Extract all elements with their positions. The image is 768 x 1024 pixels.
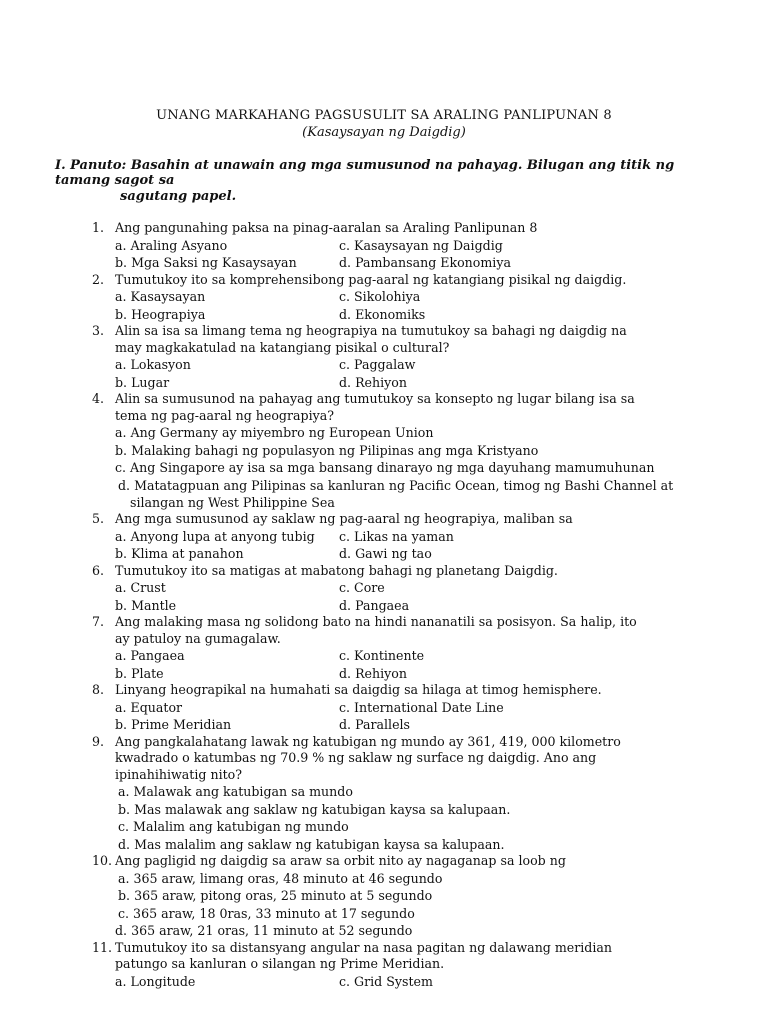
question-11	[0, 940, 768, 973]
instructions-line-1: I. Panuto: Basahin at unawain ang mga sumusunod na pahayag. Bilugan ang titik ng tamang sagot sa	[55, 158, 675, 188]
choice-row	[0, 528, 768, 546]
question-number: 5.	[92, 511, 105, 526]
choice-d-continuation: silangan ng West Philippine Sea	[130, 495, 335, 510]
question-number: 10.	[92, 853, 113, 868]
question-number: 8.	[92, 682, 105, 697]
choice-d: d. Mas malalim ang saklaw ng katubigan kaysa sa kalupaan.	[118, 836, 505, 852]
question-list	[0, 220, 768, 990]
choice-a: a. Ang Germany ay miyembro ng European Union	[115, 425, 434, 440]
choice-c: c. Core	[339, 580, 385, 595]
question-number: 1.	[92, 220, 105, 235]
choice-b: b. Lugar	[115, 374, 170, 390]
choice-b: b. Mas malawak ang saklaw ng katubigan kaysa sa kalupaan.	[118, 801, 511, 817]
question-7	[0, 614, 768, 647]
choice-a: a. Longitude	[115, 973, 196, 989]
choice-row	[0, 306, 768, 324]
choice-c: c. Likas na yaman	[339, 528, 454, 544]
question-number: 9.	[92, 733, 105, 749]
question-number: 11.	[92, 939, 113, 955]
choice-d: d. Rehiyon	[339, 665, 407, 681]
choice-c: c. Sikolohiya	[339, 289, 421, 304]
choice-b: b. Prime Meridian	[115, 717, 232, 732]
choice-a: a. Malawak ang katubigan sa mundo	[118, 784, 353, 799]
question-number: 7.	[92, 614, 105, 629]
choice-row	[0, 647, 768, 665]
choice-b: b. Klima at panahon	[115, 546, 244, 561]
choice-row	[0, 579, 768, 597]
choice-row	[0, 288, 768, 306]
exam-title: UNANG MARKAHANG PAGSUSULIT SA ARALING PANLIPUNAN 8	[156, 108, 612, 123]
choice-row	[0, 545, 768, 563]
question-text: Tumutukoy ito sa distansyang angular na nasa pagitan ng dalawang meridian patungo sa kanluran o silangan ng Prime Meridian.	[115, 939, 613, 971]
question-text: Tumutukoy ito sa komprehensibong pag-aaral ng katangiang pisikal ng daigdig.	[115, 271, 627, 287]
choice-d: d. Matatagpuan ang Pilipinas sa kanluran ng Pacific Ocean, timog ng Bashi Channel at	[118, 477, 674, 493]
choice-d: d. Gawi ng tao	[339, 546, 432, 561]
question-text: Tumutukoy ito sa matigas at mabatong bahagi ng planetang Daigdig.	[115, 562, 558, 578]
question-3	[0, 323, 768, 356]
question-number: 4.	[92, 391, 105, 406]
question-4	[0, 391, 768, 424]
choice-b: b. Heograpiya	[115, 306, 206, 322]
choice-c: c. Kontinente	[339, 648, 425, 663]
choice-d: d. Pambansang Ekonomiya	[339, 255, 511, 270]
exam-subtitle: (Kasaysayan ng Daigdig)	[302, 125, 466, 140]
choice-d: d. Pangaea	[339, 597, 410, 613]
choice-row	[0, 597, 768, 615]
choice-row	[0, 699, 768, 717]
question-1	[0, 220, 768, 237]
question-number: 3.	[92, 323, 105, 338]
choice-row	[0, 237, 768, 255]
choice-row	[0, 374, 768, 392]
choice-a: a. Anyong lupa at anyong tubig	[115, 528, 315, 544]
question-8	[0, 682, 768, 699]
question-text: Ang malaking masa ng solidong bato na hindi nananatili sa posisyon. Sa halip, ito ay patuloy na gumagalaw.	[115, 614, 637, 646]
choice-b: b. 365 araw, pitong oras, 25 minuto at 5 segundo	[118, 888, 433, 903]
choice-a: a. Kasaysayan	[115, 289, 206, 304]
question-text: Linyang heograpikal na humahati sa daigdig sa hilaga at timog hemisphere.	[115, 682, 602, 697]
choice-c: c. Ang Singapore ay isa sa mga bansang dinarayo ng mga dayuhang mamumuhunan	[115, 460, 655, 475]
question-text: Ang pagligid ng daigdig sa araw sa orbit nito ay nagaganap sa loob ng	[115, 853, 566, 868]
choice-a: a. Crust	[115, 580, 166, 595]
question-2	[0, 272, 768, 289]
choice-b: b. Mga Saksi ng Kasaysayan	[115, 255, 297, 270]
question-text: Alin sa sumusunod na pahayag ang tumutukoy sa konsepto ng lugar bilang isa sa tema ng pag-aaral ng heograpiya?	[115, 391, 635, 423]
choice-a: a. Equator	[115, 699, 183, 715]
choice-row	[0, 665, 768, 683]
choice-d: d. 365 araw, 21 oras, 11 minuto at 52 segundo	[115, 923, 413, 938]
question-text: Ang pangkalahatang lawak ng katubigan ng mundo ay 361, 419, 000 kilometro kwadrado o katumbas ng 70.9 % ng saklaw ng surface ng daigdig. Ano ang ipinahihiwatig nito?	[115, 733, 621, 782]
choice-b: b. Mantle	[115, 597, 177, 613]
choice-c: c. International Date Line	[339, 699, 504, 715]
question-9	[0, 734, 768, 784]
question-10	[0, 853, 768, 870]
choice-row	[0, 356, 768, 374]
choice-c: c. Paggalaw	[339, 357, 416, 372]
question-5	[0, 511, 768, 528]
choice-d: d. Parallels	[339, 717, 411, 732]
choice-a: a. Araling Asyano	[115, 237, 228, 253]
choice-b: b. Plate	[115, 665, 164, 681]
question-number: 6.	[92, 562, 105, 578]
choice-c: c. Malalim ang katubigan ng mundo	[118, 819, 349, 834]
choice-row	[0, 254, 768, 272]
question-number: 2.	[92, 271, 105, 287]
choice-c: c. 365 araw, 18 0ras, 33 minuto at 17 segundo	[118, 905, 415, 921]
choice-d: d. Rehiyon	[339, 374, 407, 390]
choice-a: a. Lokasyon	[115, 357, 191, 372]
choice-d: d. Ekonomiks	[339, 306, 426, 322]
question-text: Alin sa isa sa limang tema ng heograpiya na tumutukoy sa bahagi ng daigdig na may magkakatulad na katangiang pisikal o cultural?	[115, 323, 627, 355]
choice-row	[0, 716, 768, 734]
choice-b: b. Malaking bahagi ng populasyon ng Pilipinas ang mga Kristyano	[115, 442, 539, 458]
choice-c: c. Kasaysayan ng Daigdig	[339, 237, 503, 253]
choice-row	[0, 973, 768, 991]
choice-a: a. 365 araw, limang oras, 48 minuto at 46 segundo	[118, 870, 443, 886]
choice-a: a. Pangaea	[115, 648, 185, 663]
question-6	[0, 563, 768, 580]
question-text: Ang mga sumusunod ay saklaw ng pag-aaral ng heograpiya, maliban sa	[115, 511, 573, 526]
instructions-line-2: sagutang papel.	[120, 189, 237, 204]
choice-c: c. Grid System	[339, 973, 433, 989]
question-text: Ang pangunahing paksa na pinag-aaralan sa Araling Panlipunan 8	[115, 220, 538, 235]
